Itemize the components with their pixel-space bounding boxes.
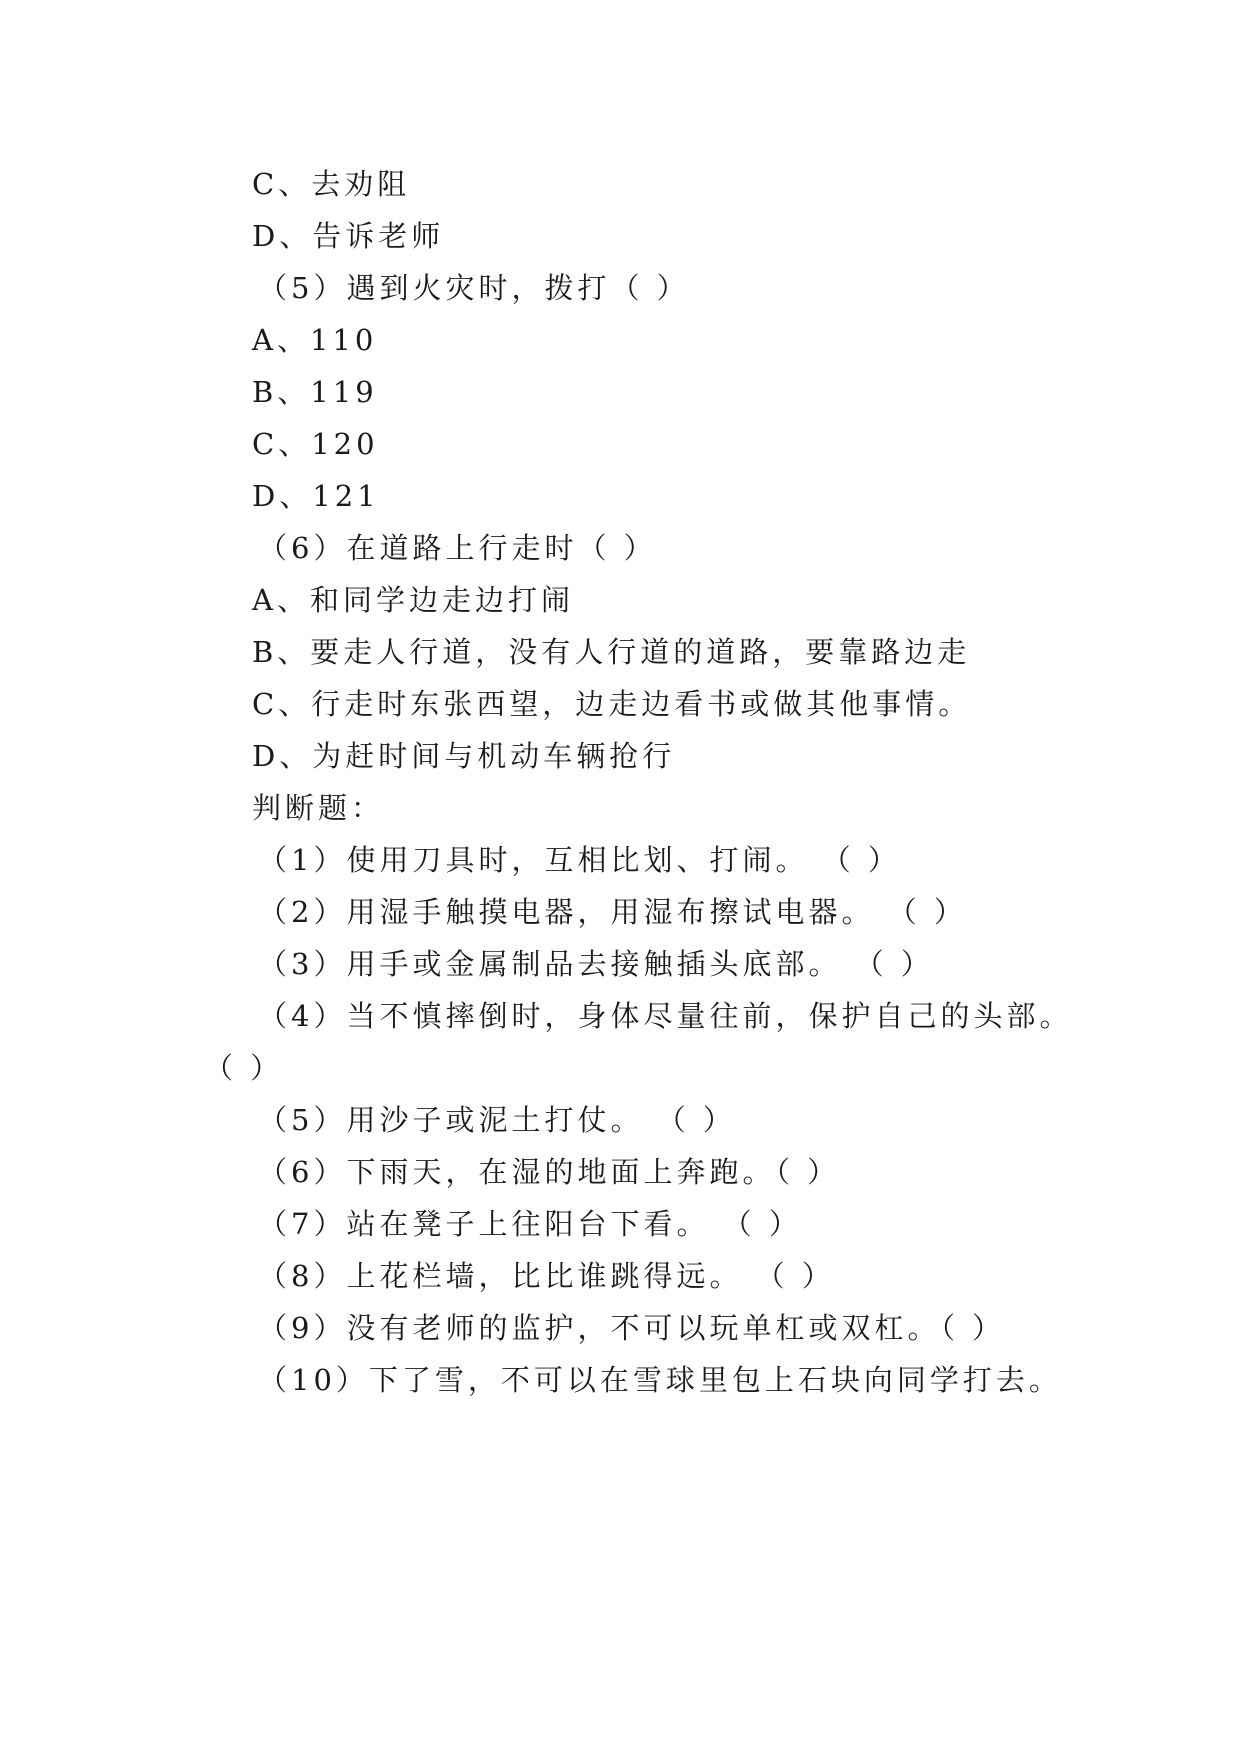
tf-item-3: （3）用手或金属制品去接触插头底部。 （ ） bbox=[258, 947, 934, 981]
tf-item-2: （2）用湿手触摸电器，用湿布擦试电器。 （ ） bbox=[258, 895, 967, 929]
q5-option-b: B、119 bbox=[252, 375, 378, 409]
q6-option-b: B、要走人行道，没有人行道的道路，要靠路边走 bbox=[252, 635, 971, 669]
q4-option-d: D、告诉老师 bbox=[252, 219, 445, 253]
tf-item-7: （7）站在凳子上往阳台下看。 （ ） bbox=[258, 1207, 802, 1241]
tf-item-4: （4）当不慎摔倒时，身体尽量往前，保护自己的头部。 bbox=[258, 999, 1073, 1033]
q6-option-c: C、行走时东张西望，边走边看书或做其他事情。 bbox=[252, 687, 972, 721]
q6-stem: （6）在道路上行走时（ ） bbox=[258, 531, 657, 565]
q5-option-a: A、110 bbox=[252, 323, 378, 357]
q6-option-a: A、和同学边走边打闹 bbox=[252, 583, 574, 617]
q5-option-d: D、121 bbox=[252, 479, 380, 513]
tf-item-4-answer-blank: （ ） bbox=[204, 1051, 284, 1085]
q4-option-c: C、去劝阻 bbox=[252, 167, 411, 201]
q5-option-c: C、120 bbox=[252, 427, 379, 461]
tf-item-9: （9）没有老师的监护，不可以玩单杠或双杠。（ ） bbox=[258, 1311, 1006, 1345]
tf-item-6: （6）下雨天，在湿的地面上奔跑。（ ） bbox=[258, 1155, 841, 1189]
tf-item-8: （8）上花栏墙，比比谁跳得远。 （ ） bbox=[258, 1259, 835, 1293]
q5-stem: （5）遇到火灾时，拨打（ ） bbox=[258, 271, 690, 305]
tf-item-5: （5）用沙子或泥土打仗。 （ ） bbox=[258, 1103, 736, 1137]
true-false-heading: 判断题： bbox=[252, 791, 385, 825]
tf-item-10: （10）下了雪，不可以在雪球里包上石块向同学打去。 bbox=[258, 1363, 1062, 1397]
q6-option-d: D、为赶时间与机动车辆抢行 bbox=[252, 739, 676, 773]
tf-item-1: （1）使用刀具时，互相比划、打闹。 （ ） bbox=[258, 843, 901, 877]
